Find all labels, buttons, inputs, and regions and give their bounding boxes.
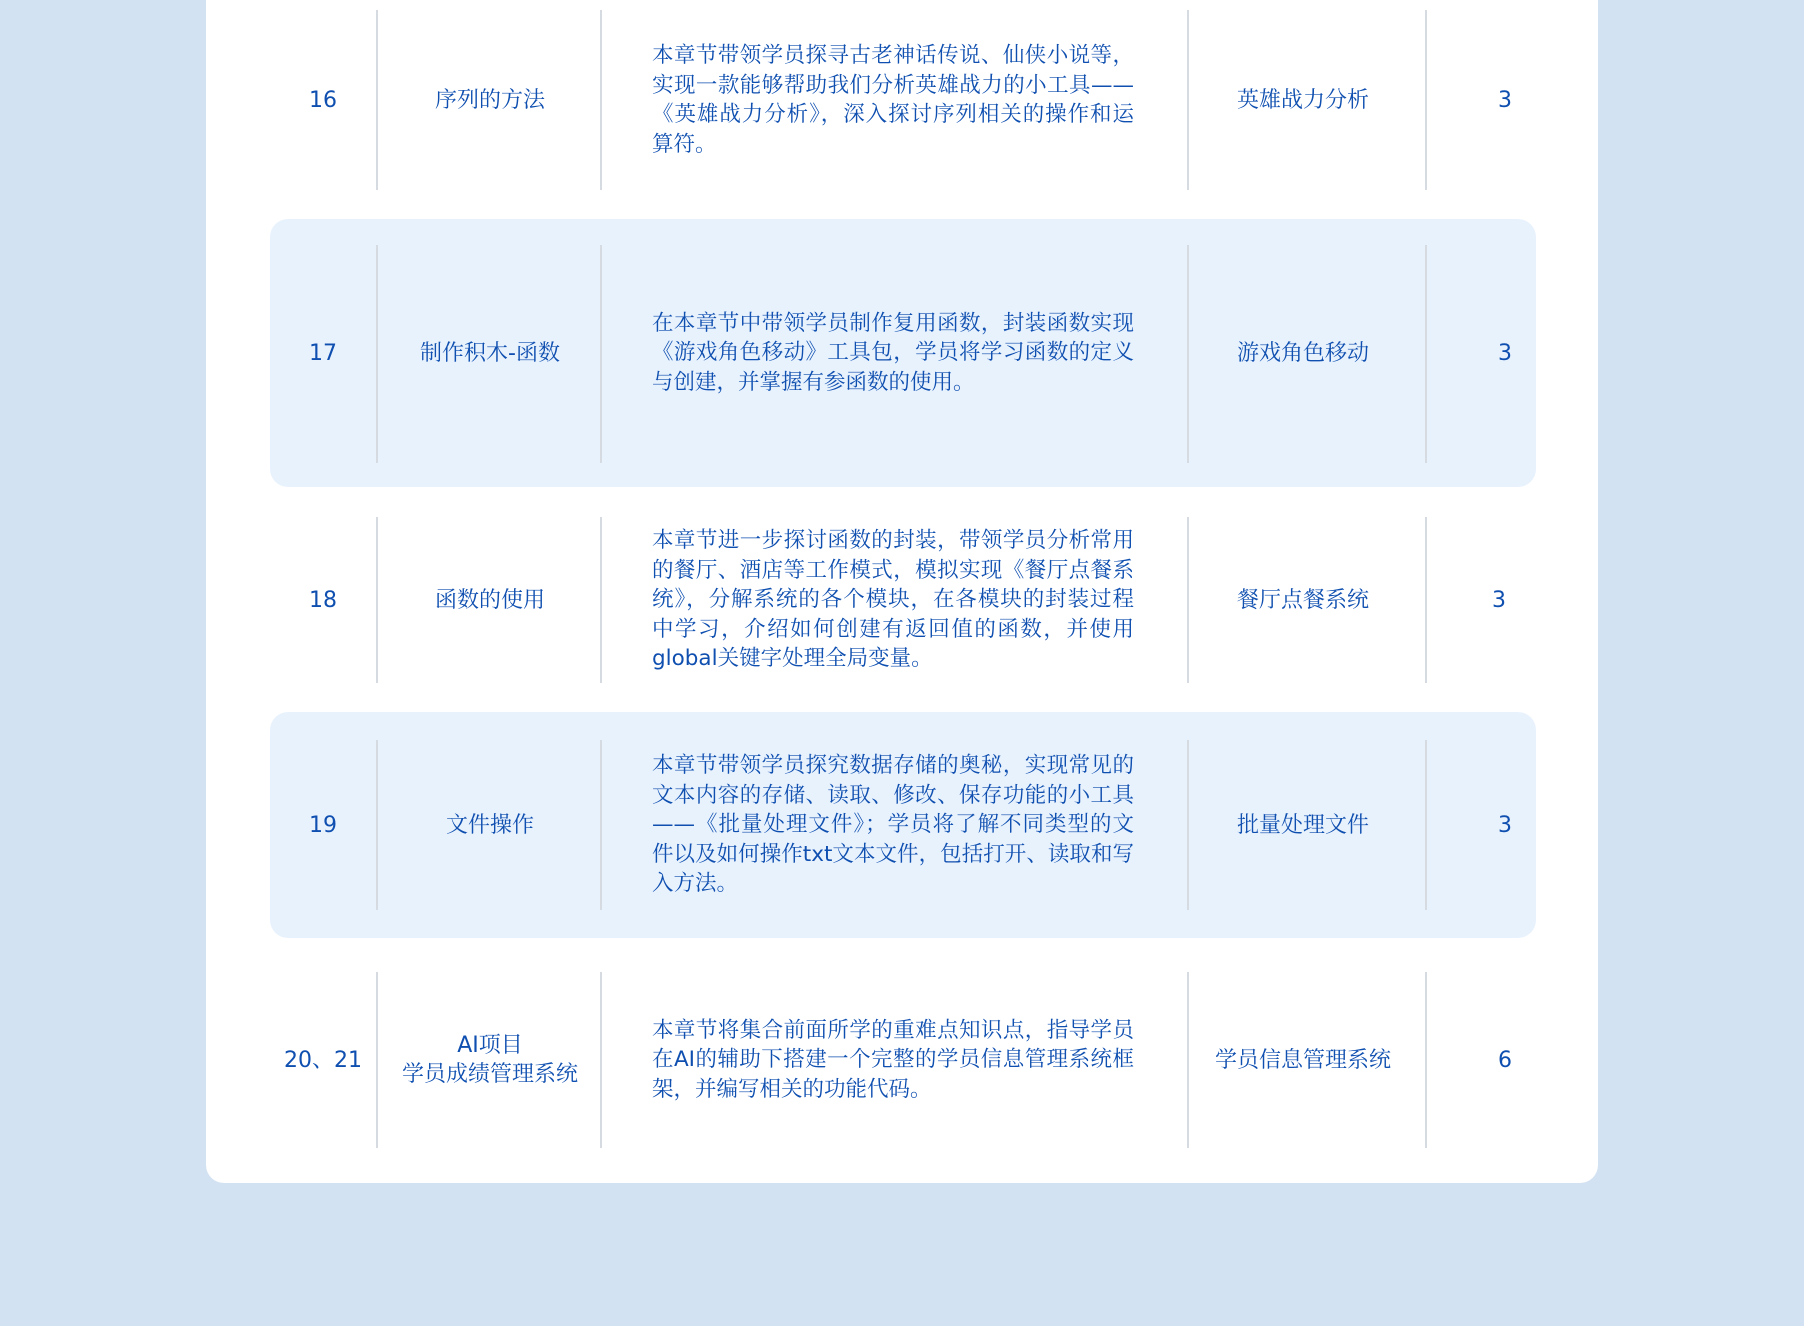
chapter-description-text: 在本章节中带领学员制作复用函数，封装函数实现《游戏角色移动》工具包，学员将学习函数的定义与创建，并掌握有参函数的使用。 (652, 310, 1134, 395)
chapter-hours (1425, 517, 1585, 683)
chapter-description (652, 219, 1172, 487)
column-divider (376, 972, 378, 1148)
column-divider (376, 10, 378, 190)
chapter-number: 16 (309, 87, 337, 113)
column-divider (1187, 10, 1189, 190)
table-row (270, 10, 1536, 190)
table-row (270, 219, 1536, 487)
chapter-title-text: 文件操作 (445, 812, 534, 838)
chapter-description-text: 本章节进一步探讨函数的封装，带领学员分析常用的餐厅、酒店等工作模式，模拟实现《餐厅点餐系统》，分解系统的各个模块，在各模块的封装过程中学习，介绍如何创建有返回值的函数，并使用global关键字处理全局变量。 (652, 528, 1134, 672)
chapter-hours-text: 3 (1498, 340, 1512, 366)
chapter-number: 20、21 (284, 1047, 362, 1073)
column-divider (600, 10, 602, 190)
chapter-hours (1425, 10, 1585, 190)
chapter-hours (1425, 972, 1585, 1148)
column-divider (600, 517, 602, 683)
chapter-project: 餐厅点餐系统 (1236, 587, 1369, 613)
chapter-description-text: 本章节带领学员探寻古老神话传说、仙侠小说等，实现一款能够帮助我们分析英雄战力的小工具——《英雄战力分析》，深入探讨序列相关的操作和运算符。 (652, 43, 1134, 157)
chapter-project: 英雄战力分析 (1236, 87, 1369, 113)
chapter-project: 游戏角色移动 (1236, 340, 1369, 366)
chapter-project: 学员信息管理系统 (1214, 1047, 1391, 1073)
chapter-hours-text: 3 (1498, 87, 1512, 113)
chapter-title (380, 10, 600, 190)
table-row (270, 517, 1536, 683)
chapter-title-text: 序列的方法 (434, 87, 545, 113)
chapter-number: 19 (309, 812, 337, 838)
chapter-project: 批量处理文件 (1236, 812, 1369, 838)
column-divider (1187, 517, 1189, 683)
chapter-title-text: 制作积木-函数 (420, 340, 560, 366)
column-divider (600, 245, 602, 463)
column-divider (376, 517, 378, 683)
chapter-description (652, 712, 1172, 938)
chapter-title-text: 函数的使用 (434, 587, 545, 613)
chapter-hours-text: 3 (1492, 587, 1506, 613)
column-divider (1187, 740, 1189, 910)
chapter-hours (1425, 219, 1585, 487)
column-divider (1187, 245, 1189, 463)
chapter-description-text: 本章节带领学员探究数据存储的奥秘，实现常见的文本内容的存储、读取、修改、保存功能的小工具——《批量处理文件》；学员将了解不同类型的文件以及如何操作txt文本文件，包括打开、读取和写入方法。 (652, 753, 1134, 897)
column-divider (376, 740, 378, 910)
column-divider (376, 245, 378, 463)
column-divider (1187, 972, 1189, 1148)
table-row (270, 972, 1536, 1148)
table-row (270, 712, 1536, 938)
chapter-title-subtext: 学员成绩管理系统 (401, 1062, 578, 1087)
chapter-hours (1425, 712, 1585, 938)
chapter-title (380, 219, 600, 487)
chapter-number: 17 (309, 340, 337, 366)
chapter-hours-text: 6 (1498, 1047, 1512, 1073)
column-divider (600, 740, 602, 910)
chapter-title-text: AI项目 (457, 1033, 523, 1058)
chapter-number: 18 (309, 587, 337, 613)
chapter-description (652, 972, 1172, 1148)
chapter-title (380, 972, 600, 1148)
chapter-description (652, 517, 1172, 683)
chapter-title (380, 517, 600, 683)
column-divider (600, 972, 602, 1148)
chapter-description-text: 本章节将集合前面所学的重难点知识点，指导学员在AI的辅助下搭建一个完整的学员信息管理系统框架，并编写相关的功能代码。 (652, 1017, 1134, 1102)
chapter-title (380, 712, 600, 938)
chapter-description (652, 10, 1172, 190)
chapter-hours-text: 3 (1498, 812, 1512, 838)
